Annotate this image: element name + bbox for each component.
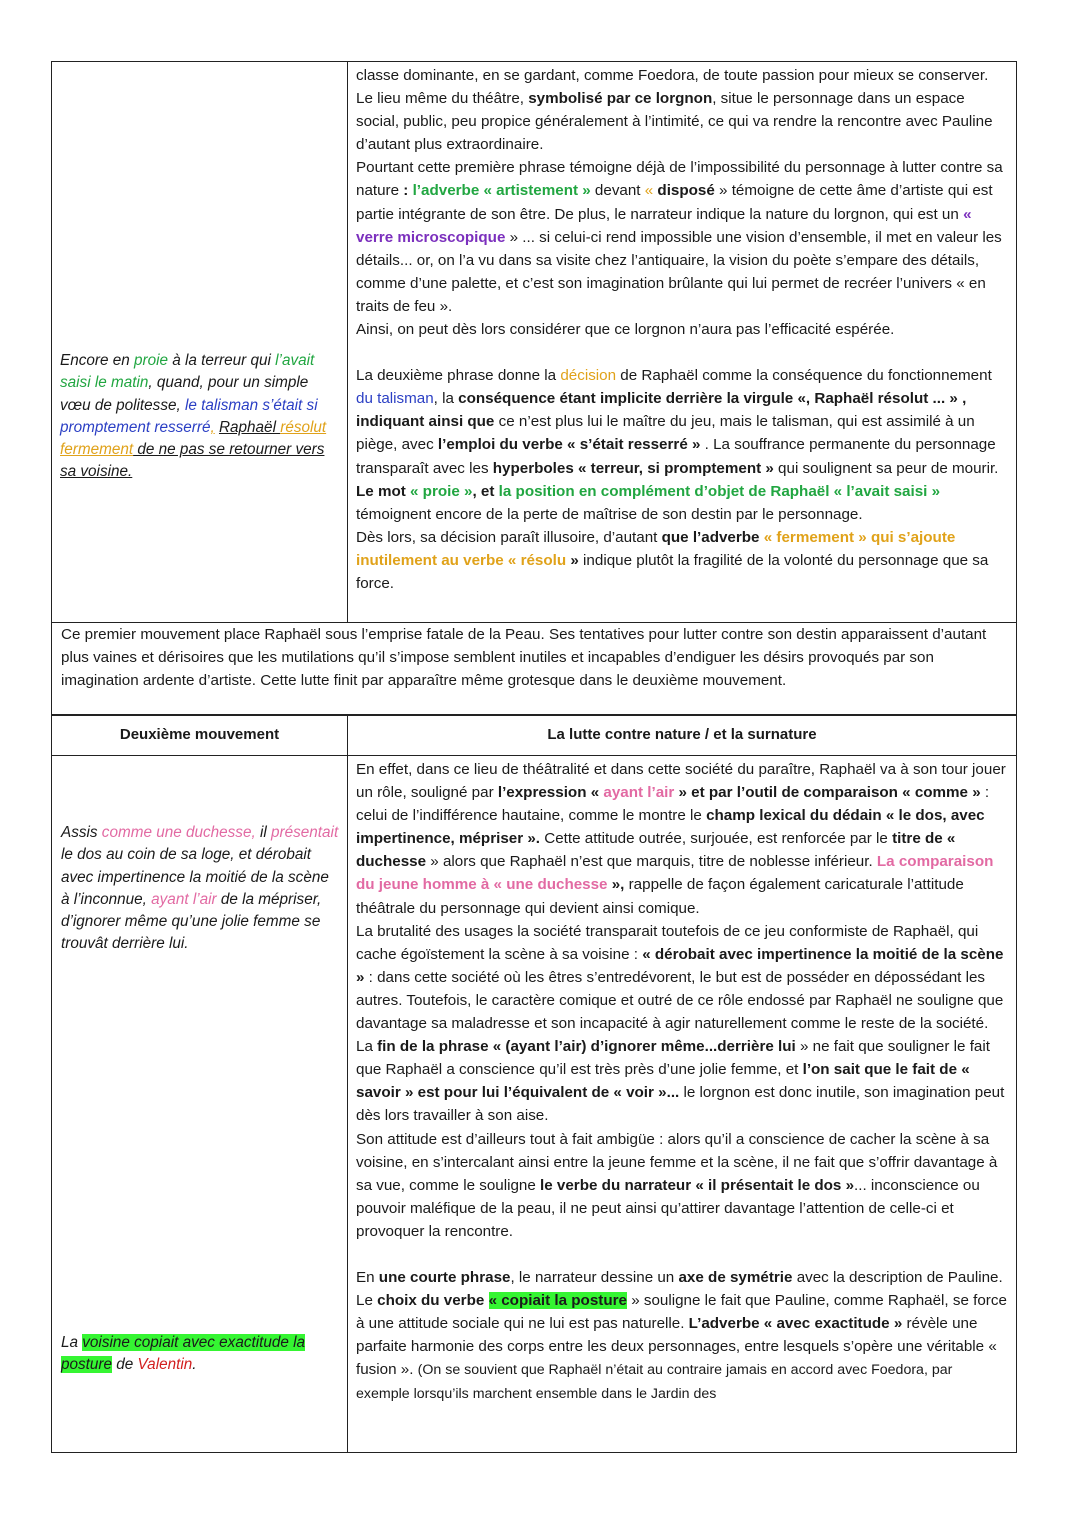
analysis-table	[51, 61, 1017, 623]
quote-text: Assis comme une duchesse, il présentait le dos au coin de sa loge, et dérobait avec impertinence la moitié de la scène à l’inconnue, ayant l’air de la mépriser, d’ignorer même qu’une jolie femme se trouvât derrière lui.	[61, 824, 339, 953]
header-row	[52, 715, 1017, 756]
paragraph: Ainsi, on peut dès lors considérer que ce lorgnon n’aura pas l’efficacité espérée.	[356, 321, 895, 339]
paragraph: Pourtant cette première phrase témoigne déjà de l’impossibilité du personnage à lutter contre sa nature : l’adverbe « artistement » devant « disposé » témoigne de cette âme d’artiste qui est partie intégrante de son être. De plus, le narrateur indique la nature du lorgnon, qui est un « verre microscopique » ... si celui-ci rend impossible une vision d’ensemble, il met en valeur les détails... or, on l’a vu dans sa visite chez l’antiquaire, la vision du poète s’empare des détails, comme d’une palette, et c’est son imagination brûlante qui lui permet de recréer l’univers « en traits de feu ».	[356, 159, 1003, 315]
table-row	[52, 622, 1017, 715]
paragraph: La deuxième phrase donne la décision de Raphaël comme la conséquence du fonctionnement du talisman, la conséquence étant implicite derrière la virgule «, Raphaël résolut ... » , indiquant ainsi que ce n’est plus lui le maître du jeu, mais le talisman, qui est assimilé à un piège, avec l’emploi du verbe « s’était resserré » . La souffrance permanente du personnage transparaît avec les hyperboles « terreur, si promptement » qui soulignent sa peur de mourir.	[356, 367, 999, 477]
table-row	[52, 756, 1017, 1453]
quote-text: La voisine copiait avec exactitude la posture de Valentin.	[61, 1334, 306, 1374]
paragraph: Son attitude est d’ailleurs tout à fait ambigüe : alors qu’il a conscience de cacher la scène à sa voisine, en s’intercalant ainsi entre la jeune femme et la scène, il ne fait que s’offrir davantage à sa vue, comme le souligne le verbe du narrateur « il présentait le dos »... inconscience ou pouvoir maléfique de la peau, il ne peut ainsi qu’attirer davantage l’attention de celle-ci et provoquer la rencontre.	[356, 1130, 998, 1240]
quote-text: Encore en proie à la terreur qui l’avait saisi le matin, quand, pour un simple vœu de politesse, le talisman s’était si promptement resserré, Raphaël résolut fermement de ne pas se retourner vers sa voisine.	[60, 352, 327, 481]
quote-cell-empty	[52, 62, 348, 623]
paragraph: Dès lors, sa décision paraît illusoire, d’autant que l’adverbe « fermement » qui s’ajoute inutilement au verbe « résolu » indique plutôt la fragilité de la volonté du personnage que sa force.	[356, 528, 989, 592]
paragraph: La brutalité des usages la société transparait toutefois de ce jeu conformiste de Raphaël, qui cache égoïstement la scène à sa voisine : « dérobait avec impertinence la moitié de la scène » : dans cette société où les êtres s’entredévorent, le but est de posséder en dépossédant les autres. Toutefois, le caractère comique et outré de ce rôle endossé par Raphaël ne souligne que davantage sa maladresse et son incapacité à agir naturellement comme le reste de la société.	[356, 922, 1004, 1033]
header-left: Deuxième mouvement	[52, 715, 348, 756]
paragraph: Le mot « proie », et la position en complément d’objet de Raphaël « l’avait saisi » témoignent encore de la perte de maîtrise de son destin par le personnage.	[356, 482, 941, 523]
transition-table	[51, 622, 1017, 716]
quote-cell	[52, 756, 348, 1453]
commentary-cell	[348, 62, 1017, 623]
paragraph: En effet, dans ce lieu de théâtralité et dans cette société du paraître, Raphaël va à son tour jouer un rôle, souligné par l’expression « ayant l’air » et par l’outil de comparaison « comme » : celui de l’indifférence hautaine, comme le montre le champ lexical du dédain « le dos, avec impertinence, mépriser ». Cette attitude outrée, surjouée, est renforcée par le titre de « duchesse » alors que Raphaël n’est que marquis, titre de noblesse inférieur. La comparaison du jeune homme à « une duchesse », rappelle de façon également caricaturale l’attitude théâtrale du personnage qui devient ainsi comique.	[356, 761, 1006, 917]
table-row	[52, 62, 1017, 623]
paragraph: classe dominante, en se gardant, comme Foedora, de toute passion pour mieux se conserver. Le lieu même du théâtre, symbolisé par ce lorgnon, situe le personnage dans un espace social, public, peu propice généralement à l’intimité, ce qui va rendre la rencontre avec Pauline d’autant plus extraordinaire.	[356, 67, 993, 154]
transition-cell: Ce premier mouvement place Raphaël sous l’emprise fatale de la Peau. Ses tentatives pour lutter contre son destin apparaissent d’autant plus vaines et dérisoires que les mutilations qu’il s’impose semblent inutiles et incapables d’endiguer les désirs provoqués par son imagination ardente d’artiste. Cette lutte finit par apparaître même grotesque dans le deuxième mouvement.	[52, 622, 1017, 715]
header-right: La lutte contre nature / et la surnature	[348, 715, 1017, 756]
document-page	[51, 61, 1017, 1453]
paragraph: En une courte phrase, le narrateur dessine un axe de symétrie avec la description de Pauline. Le choix du verbe « copiait la posture » souligne le fait que Pauline, comme Raphaël, se force à une attitude sociale qui ne lui est pas naturelle. L’adverbe « avec exactitude » révèle une parfaite harmonie des corps entre les deux personnages, entre lesquels s’opère une véritable « fusion ». (On se souvient que Raphaël n’était au contraire jamais en accord avec Foedora, par exemple lorsqu’ils marchent ensemble dans le Jardin des	[356, 1268, 1007, 1403]
paragraph: La fin de la phrase « (ayant l’air) d’ignorer même...derrière lui » ne fait que souligner le fait que Raphaël a conscience qu’il est très près d’une jolie femme, et l’on sait que le fait de « savoir » est pour lui l’équivalent de « voir »... le lorgnon est donc inutile, son imagination peut dès lors travailler à son aise.	[356, 1038, 1005, 1125]
movement-table	[51, 714, 1017, 1453]
commentary-cell	[348, 756, 1017, 1453]
